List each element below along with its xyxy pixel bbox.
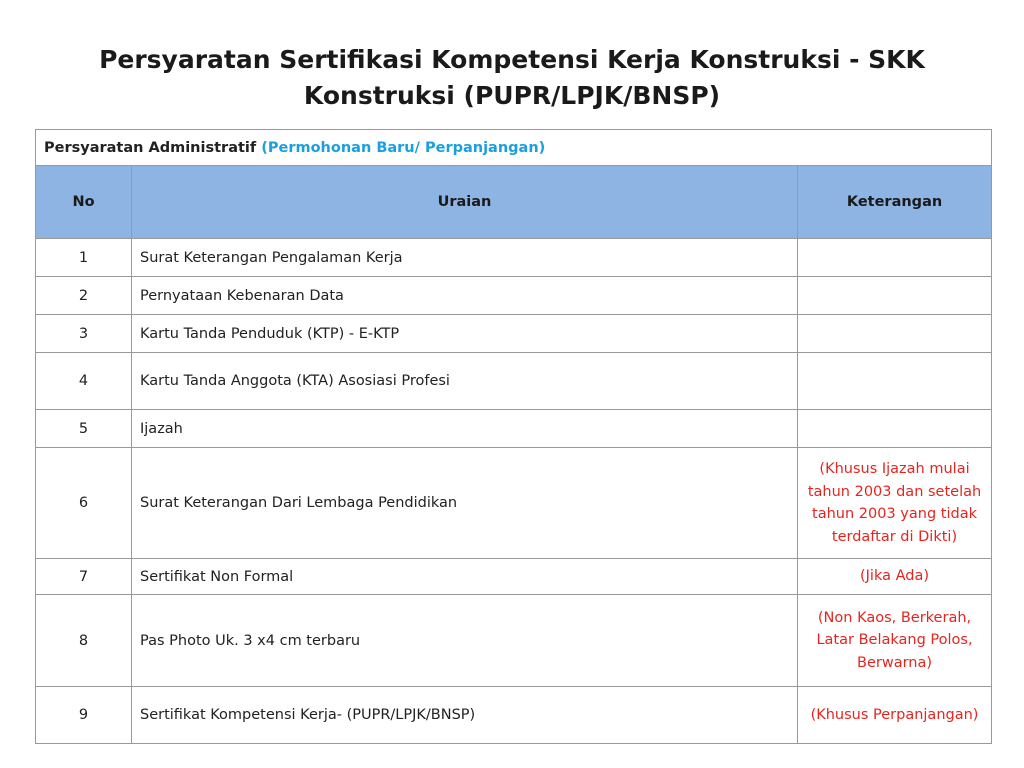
column-header-uraian: Uraian — [132, 166, 798, 239]
row-no: 6 — [36, 448, 132, 559]
row-uraian: Ijazah — [132, 410, 798, 448]
page-title: Persyaratan Sertifikasi Kompetensi Kerja Konstruksi - SKK Konstruksi (PUPR/LPJK/BNSP) — [99, 45, 925, 110]
section-header — [36, 130, 992, 166]
table-row — [36, 315, 992, 353]
column-header-no: No — [36, 166, 132, 239]
row-uraian: Sertifikat Kompetensi Kerja- (PUPR/LPJK/BNSP) — [132, 687, 798, 744]
section-label: Persyaratan Administratif — [44, 139, 257, 156]
table-row — [36, 595, 992, 687]
column-header-row — [36, 166, 992, 239]
row-no: 1 — [36, 239, 132, 277]
table-row — [36, 410, 992, 448]
row-keterangan — [798, 353, 992, 410]
row-no: 9 — [36, 687, 132, 744]
row-no: 3 — [36, 315, 132, 353]
table-row — [36, 448, 992, 559]
row-no: 4 — [36, 353, 132, 410]
row-uraian: Pernyataan Kebenaran Data — [132, 277, 798, 315]
row-keterangan: (Non Kaos, Berkerah, Latar Belakang Polos, Berwarna) — [798, 595, 992, 687]
row-uraian: Pas Photo Uk. 3 x4 cm terbaru — [132, 595, 798, 687]
row-keterangan — [798, 239, 992, 277]
row-keterangan — [798, 410, 992, 448]
table-row — [36, 353, 992, 410]
row-uraian: Surat Keterangan Pengalaman Kerja — [132, 239, 798, 277]
row-keterangan: (Khusus Perpanjangan) — [798, 687, 992, 744]
row-uraian: Surat Keterangan Dari Lembaga Pendidikan — [132, 448, 798, 559]
row-uraian: Kartu Tanda Penduduk (KTP) - E-KTP — [132, 315, 798, 353]
row-keterangan — [798, 277, 992, 315]
table-row — [36, 559, 992, 595]
row-keterangan: (Khusus Ijazah mulai tahun 2003 dan setelah tahun 2003 yang tidak terdaftar di Dikti) — [798, 448, 992, 559]
section-header-row — [36, 130, 992, 166]
requirements-table — [35, 129, 992, 744]
row-no: 8 — [36, 595, 132, 687]
section-accent: (Permohonan Baru/ Perpanjangan) — [261, 139, 546, 156]
row-uraian: Sertifikat Non Formal — [132, 559, 798, 595]
table-row — [36, 239, 992, 277]
row-no: 5 — [36, 410, 132, 448]
row-keterangan: (Jika Ada) — [798, 559, 992, 595]
row-no: 2 — [36, 277, 132, 315]
row-no: 7 — [36, 559, 132, 595]
row-keterangan — [798, 315, 992, 353]
column-header-keterangan: Keterangan — [798, 166, 992, 239]
table-row — [36, 687, 992, 744]
row-uraian: Kartu Tanda Anggota (KTA) Asosiasi Profesi — [132, 353, 798, 410]
table-row — [36, 277, 992, 315]
